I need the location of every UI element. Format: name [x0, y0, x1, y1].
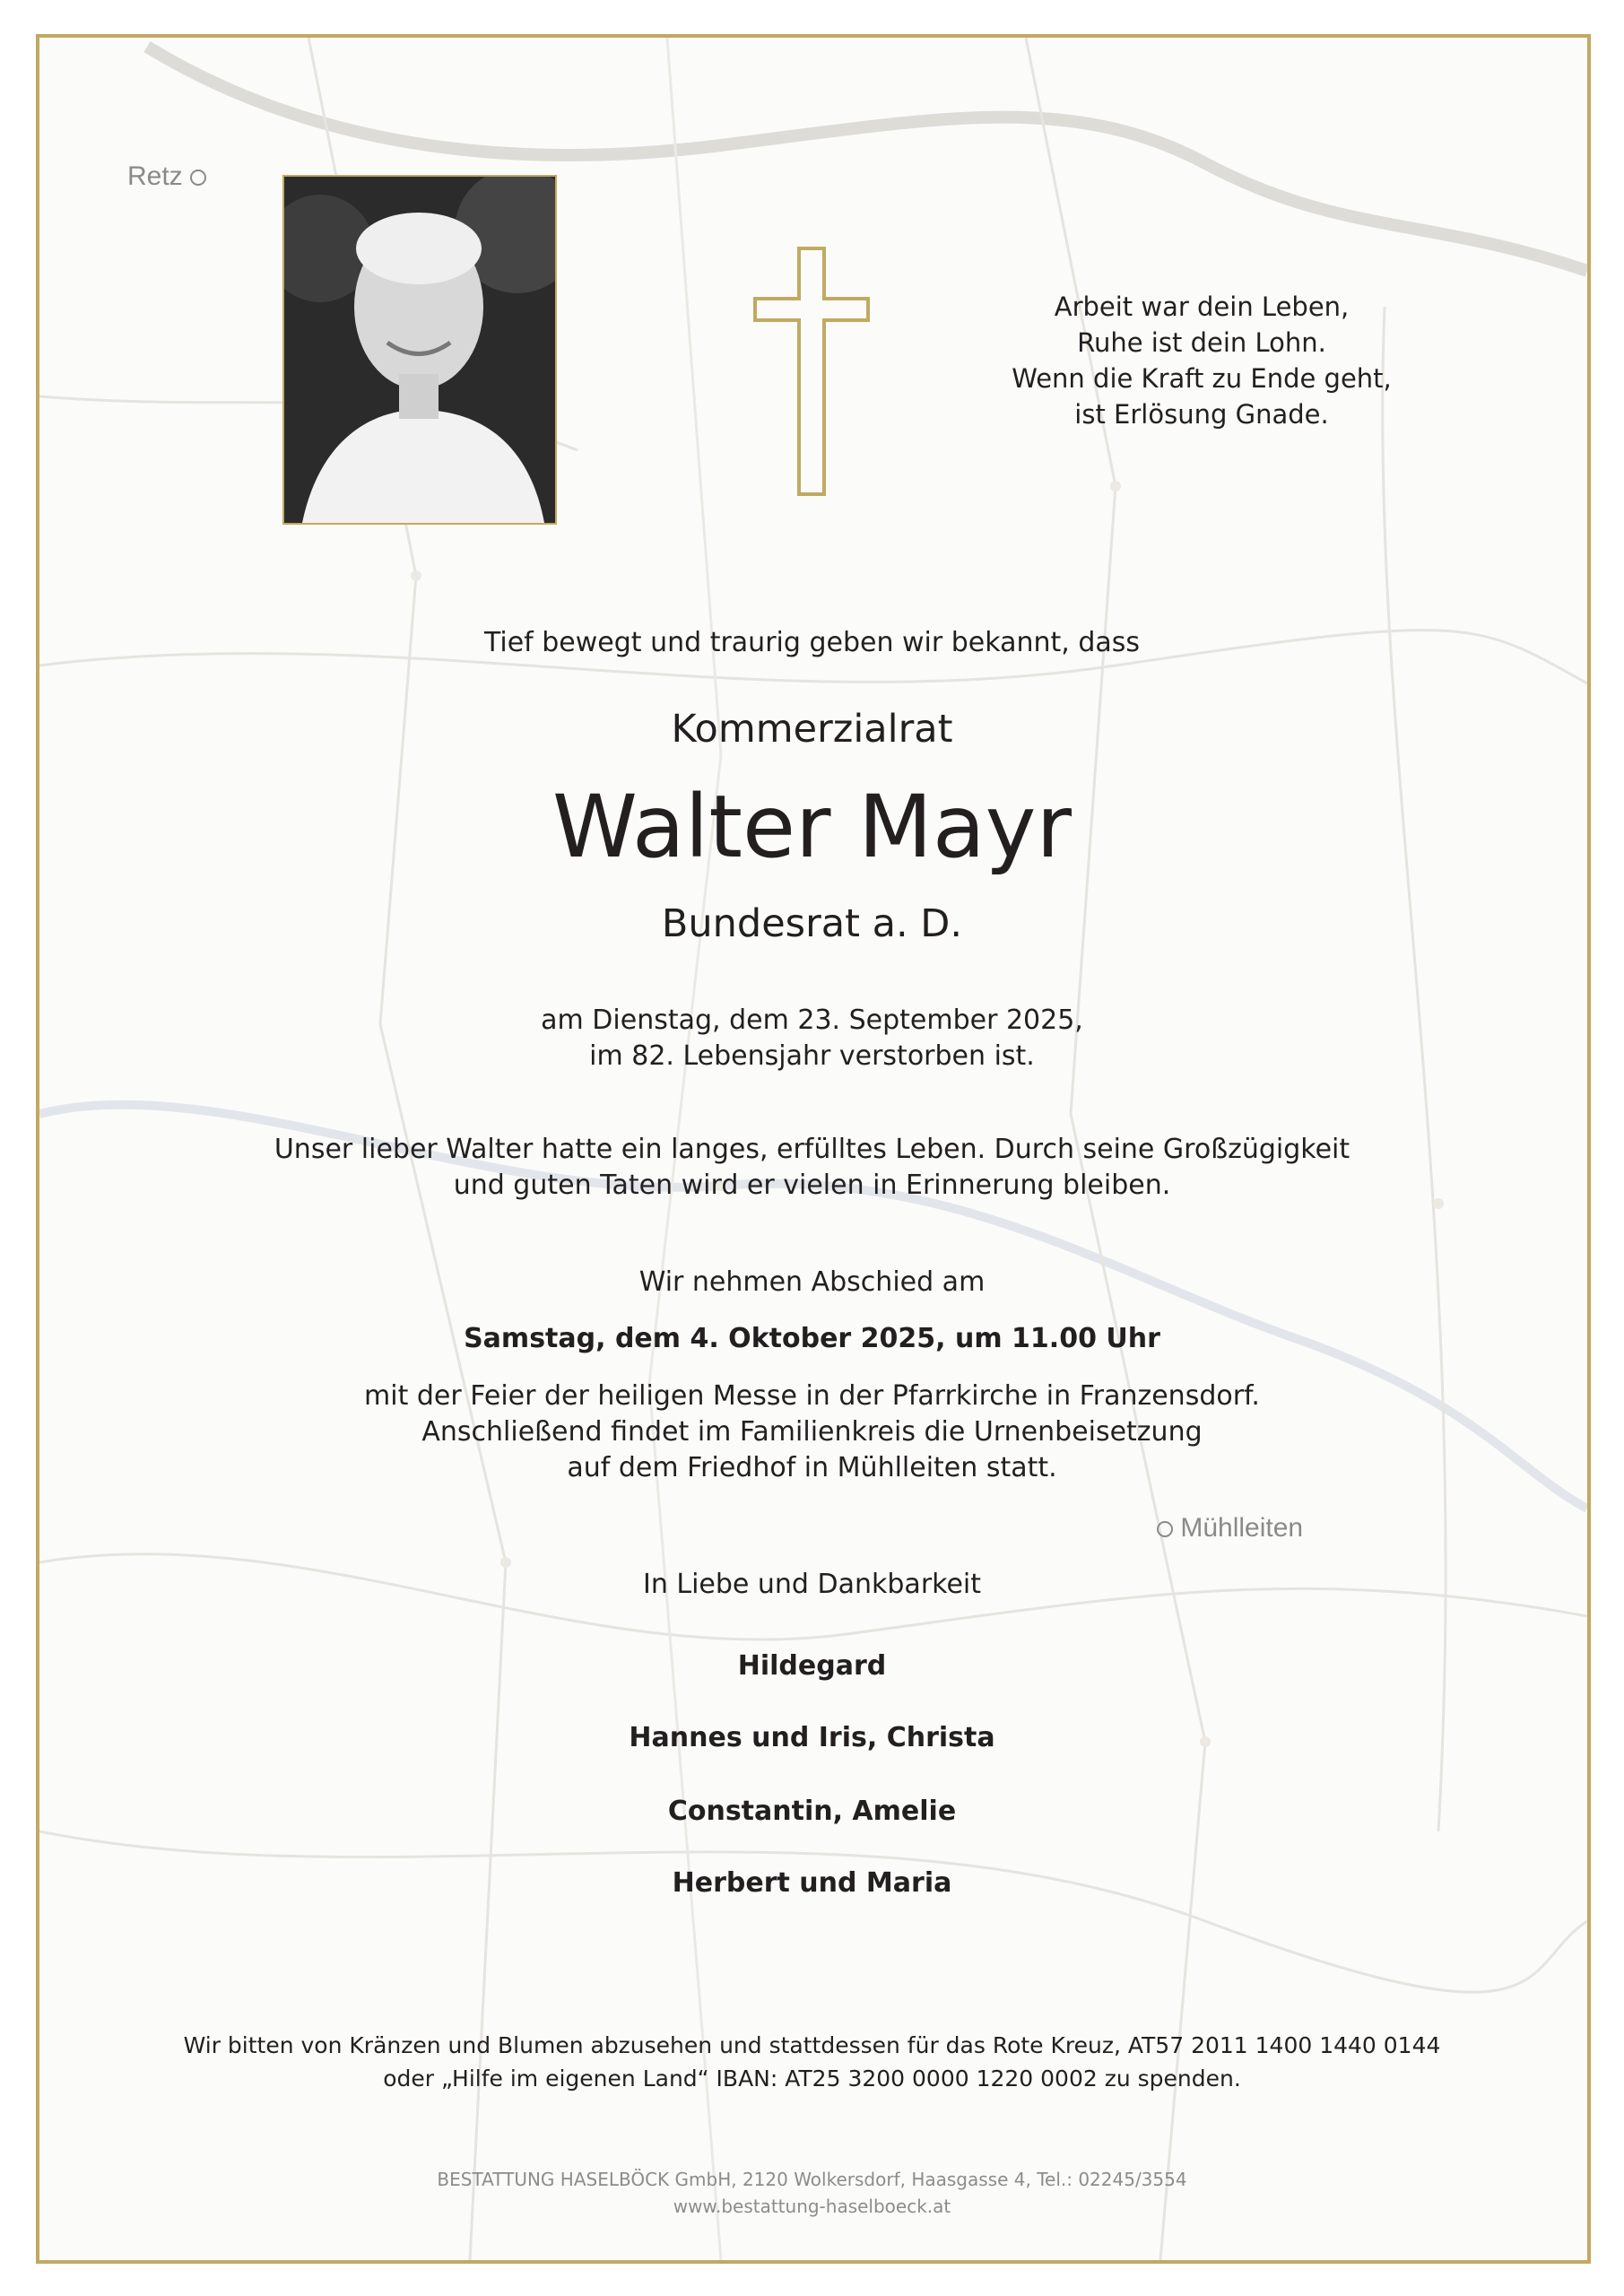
portrait-photo [282, 175, 557, 525]
tribute-line: und guten Taten wird er vielen in Erinnerung bleiben. [453, 1170, 1171, 1201]
mourners-intro: In Liebe und Dankbarkeit [642, 1569, 982, 1600]
death-line: am Dienstag, dem 23. September 2025, [541, 1004, 1083, 1036]
farewell-line: Anschließend findet im Familienkreis die Urnenbeisetzung [421, 1416, 1203, 1448]
funeral-home-footer [0, 2166, 1624, 2220]
place-label-retz: Retz [127, 161, 206, 192]
farewell-date: Samstag, dem 4. Oktober 2025, um 11.00 Uhr [464, 1323, 1160, 1354]
place-label-muehlleiten: Mühlleiten [1157, 1513, 1303, 1544]
quote [986, 289, 1417, 432]
funeral-home-address: BESTATTUNG HASELBÖCK GmbH, 2120 Wolkersdorf, Haasgasse 4, Tel.: 02245/3554 [437, 2169, 1187, 2190]
tribute-line: Unser lieber Walter hatte ein langes, erfülltes Leben. Durch seine Großzügigkeit [274, 1134, 1350, 1165]
mourner-name: Herbert und Maria [672, 1867, 952, 1899]
death-notice [0, 1003, 1624, 1074]
farewell-intro: Wir nehmen Abschied am [638, 1266, 986, 1298]
tribute-text [0, 1132, 1624, 1204]
farewell-line: auf dem Friedhof in Mühlleiten statt. [567, 1452, 1057, 1483]
donation-line: oder „Hilfe im eigenen Land“ IBAN: AT25 3200 0000 1220 0002 zu spenden. [383, 2066, 1241, 2092]
farewell-details [0, 1378, 1624, 1486]
mourner-name: Hannes und Iris, Christa [629, 1722, 995, 1753]
mourner-name: Constantin, Amelie [667, 1796, 957, 1827]
intro-text: Tief bewegt und traurig geben wir bekannt, dass [483, 627, 1141, 658]
portrait-icon [284, 177, 555, 523]
mourner-name: Hildegard [737, 1650, 887, 1682]
quote-line: Arbeit war dein Leben, [1054, 291, 1350, 322]
quote-line: Wenn die Kraft zu Ende geht, [1012, 363, 1392, 394]
death-line: im 82. Lebensjahr verstorben ist. [589, 1040, 1035, 1072]
location-ring-icon [190, 170, 206, 186]
farewell-line: mit der Feier der heiligen Messe in der Pfarrkirche in Franzensdorf. [364, 1380, 1260, 1412]
honorary-title: Kommerzialrat [671, 707, 953, 752]
location-ring-icon [1157, 1521, 1173, 1537]
cross-icon [753, 247, 870, 496]
quote-line: ist Erlösung Gnade. [1074, 399, 1329, 430]
funeral-home-website: www.bestattung-haselboeck.at [673, 2196, 951, 2217]
donation-line: Wir bitten von Kränzen und Blumen abzusehen und stattdessen für das Rote Kreuz, AT57 2011 1400 1440 0144 [183, 2032, 1441, 2058]
quote-line: Ruhe ist dein Lohn. [1077, 327, 1326, 358]
deceased-name: Walter Mayr [552, 777, 1072, 877]
deceased-subtitle: Bundesrat a. D. [661, 901, 963, 946]
donation-request [0, 2029, 1624, 2095]
